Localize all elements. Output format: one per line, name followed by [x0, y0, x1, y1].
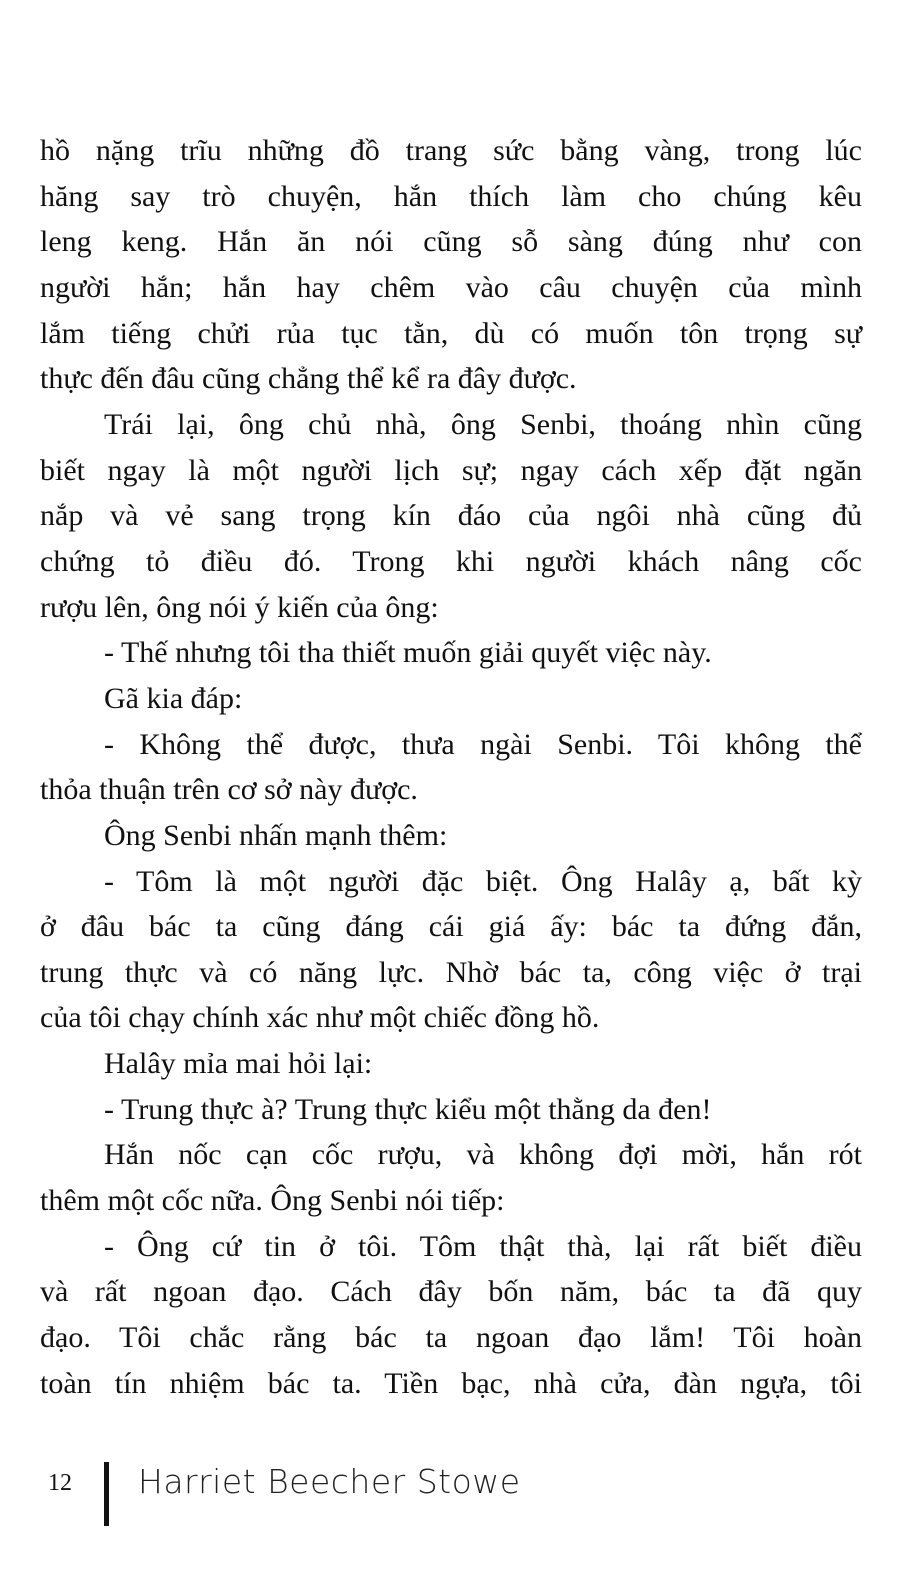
text-line: đạo. Tôi chắc rằng bác ta ngoan đạo lắm! Tôi hoàn [40, 1321, 862, 1355]
text-line: Ông Senbi nhấn mạnh thêm: [104, 818, 448, 852]
text-line: Trái lại, ông chủ nhà, ông Senbi, thoáng nhìn cũng [104, 407, 862, 441]
text-line: Hắn nốc cạn cốc rượu, và không đợi mời, hắn rót [104, 1138, 862, 1172]
text-line: - Trung thực à? Trung thực kiểu một thằng da đen! [104, 1092, 712, 1126]
running-footer-author: Harriet Beecher Stowe [138, 1462, 521, 1501]
page-number: 12 [48, 1470, 72, 1496]
text-line: thỏa thuận trên cơ sở này được. [40, 773, 418, 807]
text-line: Gã kia đáp: [104, 681, 243, 715]
footer-divider [104, 1462, 109, 1526]
text-line: - Ông cứ tin ở tôi. Tôm thật thà, lại rất biết điều [104, 1229, 862, 1263]
text-line: rượu lên, ông nói ý kiến của ông: [40, 590, 439, 624]
text-line: hăng say trò chuyện, hắn thích làm cho chúng kêu [40, 179, 862, 213]
text-line: thêm một cốc nữa. Ông Senbi nói tiếp: [40, 1184, 505, 1218]
page-footer [0, 1462, 910, 1522]
text-line: lắm tiếng chửi rủa tục tằn, dù có muốn tôn trọng sự [40, 316, 862, 350]
text-line: biết ngay là một người lịch sự; ngay cách xếp đặt ngăn [40, 453, 862, 487]
text-line: trung thực và có năng lực. Nhờ bác ta, công việc ở trại [40, 955, 862, 989]
text-line: thực đến đâu cũng chẳng thể kể ra đây được. [40, 362, 577, 396]
text-line: - Không thể được, thưa ngài Senbi. Tôi không thể [104, 727, 862, 761]
text-line: và rất ngoan đạo. Cách đây bốn năm, bác ta đã quy [40, 1275, 862, 1309]
text-line: chứng tỏ điều đó. Trong khi người khách nâng cốc [40, 544, 862, 578]
text-line: - Tôm là một người đặc biệt. Ông Halây ạ, bất kỳ [104, 864, 862, 898]
body-text [40, 128, 862, 1406]
text-line: toàn tín nhiệm bác ta. Tiền bạc, nhà cửa, đàn ngựa, tôi [40, 1366, 862, 1400]
text-line: ở đâu bác ta cũng đáng cái giá ấy: bác ta đứng đắn, [40, 910, 862, 944]
text-line: của tôi chạy chính xác như một chiếc đồng hồ. [40, 1001, 600, 1035]
text-line: hồ nặng trĩu những đồ trang sức bằng vàng, trong lúc [40, 134, 862, 167]
text-line: nắp và vẻ sang trọng kín đáo của ngôi nhà cũng đủ [40, 499, 862, 533]
text-line: người hắn; hắn hay chêm vào câu chuyện của mình [40, 270, 862, 304]
text-line: leng keng. Hắn ăn nói cũng sỗ sàng đúng như con [40, 225, 862, 259]
text-line: Halây mỉa mai hỏi lại: [104, 1047, 373, 1081]
text-line: - Thế nhưng tôi tha thiết muốn giải quyết việc này. [104, 636, 712, 670]
